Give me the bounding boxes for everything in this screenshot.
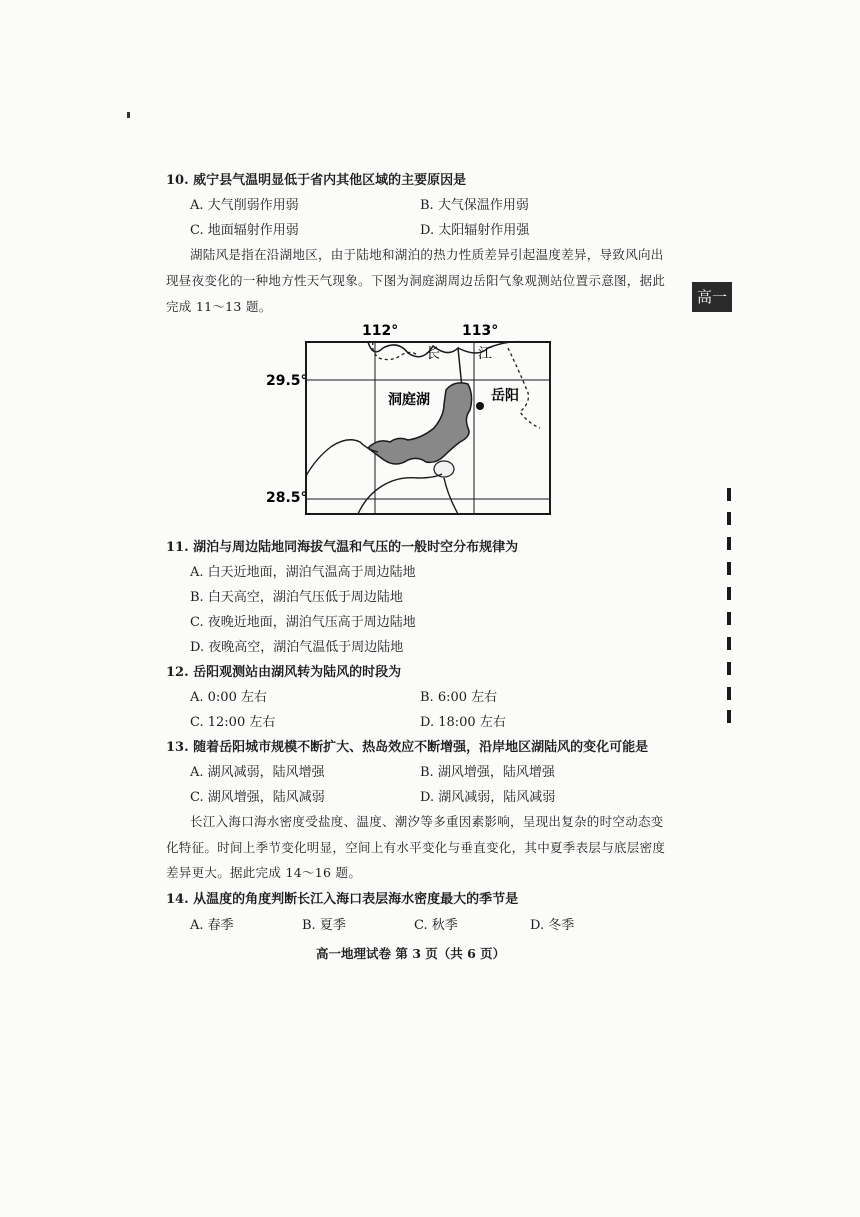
q13-option-a[interactable]: A. 湖风减弱，陆风增强 [190, 765, 325, 780]
q14-option-d[interactable]: D. 冬季 [530, 918, 575, 933]
intro-paragraph-line: 完成 11～13 题。 [166, 299, 272, 314]
q14-option-c[interactable]: C. 秋季 [414, 918, 458, 933]
q12-option-d[interactable]: D. 18:00 左右 [420, 715, 506, 730]
question-12-stem: 12. 岳阳观测站由湖风转为陆风的时段为 [166, 665, 402, 680]
binding-mark [727, 537, 731, 550]
binding-mark [727, 512, 731, 525]
intro-paragraph-line: 现昼夜变化的一种地方性天气现象。下图为洞庭湖周边岳阳气象观测站位置示意图，据此 [166, 273, 666, 288]
q12-option-b[interactable]: B. 6:00 左右 [420, 690, 498, 705]
river-west [306, 440, 378, 476]
question-13-stem: 13. 随着岳阳城市规模不断扩大、热岛效应不断增强，沿岸地区湖陆风的变化可能是 [166, 740, 649, 755]
binding-mark [727, 587, 731, 600]
question-10-stem: 10. 威宁县气温明显低于省内其他区域的主要原因是 [166, 173, 467, 188]
binding-mark [727, 637, 731, 650]
q11-option-d[interactable]: D. 夜晚高空，湖泊气温低于周边陆地 [190, 640, 404, 655]
river-xiang [444, 478, 458, 514]
binding-mark [727, 687, 731, 700]
binding-mark [727, 710, 731, 723]
scan-speck [127, 112, 130, 118]
lon-112-label: 112° [362, 323, 399, 339]
binding-mark [727, 662, 731, 675]
intro-paragraph-line: 长江入海口海水密度受盐度、温度、潮汐等多重因素影响，呈现出复杂的时空动态变 [190, 814, 664, 829]
q10-option-d[interactable]: D. 太阳辐射作用强 [420, 223, 530, 238]
intro-paragraph-line: 差异更大。据此完成 14～16 题。 [166, 865, 362, 880]
yangtze-river [368, 342, 526, 388]
river-char-jiang: 江 [478, 346, 492, 362]
q13-option-c[interactable]: C. 湖风增强，陆风减弱 [190, 790, 325, 805]
lake-label: 洞庭湖 [388, 392, 430, 408]
q10-option-a[interactable]: A. 大气削弱作用弱 [190, 198, 299, 213]
city-label: 岳阳 [491, 388, 519, 404]
small-lake [434, 461, 454, 477]
q10-option-c[interactable]: C. 地面辐射作用弱 [190, 223, 299, 238]
river-char-chang: 长 [426, 346, 440, 362]
q12-option-c[interactable]: C. 12:00 左右 [190, 715, 276, 730]
intro-paragraph-line: 湖陆风是指在沿湖地区，由于陆地和湖泊的热力性质差异引起温度差异，导致风向出 [190, 247, 664, 262]
q14-option-b[interactable]: B. 夏季 [302, 918, 346, 933]
lat-28-5-label: 28.5° [266, 490, 308, 506]
q11-option-a[interactable]: A. 白天近地面，湖泊气温高于周边陆地 [190, 565, 416, 580]
q11-option-b[interactable]: B. 白天高空，湖泊气压低于周边陆地 [190, 590, 403, 605]
river-south [358, 474, 442, 514]
q10-option-b[interactable]: B. 大气保温作用弱 [420, 198, 529, 213]
q12-option-a[interactable]: A. 0:00 左右 [190, 690, 267, 705]
intro-paragraph-line: 化特征。时间上季节变化明显，空间上有水平变化与垂直变化，其中夏季表层与底层密度 [166, 840, 666, 855]
lon-113-label: 113° [462, 323, 499, 339]
page-footer: 高一地理试卷 第 3 页（共 6 页） [316, 946, 506, 961]
dongting-lake-map [258, 318, 558, 518]
q13-option-d[interactable]: D. 湖风减弱，陆风减弱 [420, 790, 556, 805]
binding-mark [727, 488, 731, 501]
binding-mark [727, 562, 731, 575]
binding-mark [727, 612, 731, 625]
yueyang-station [476, 402, 484, 410]
q11-option-c[interactable]: C. 夜晚近地面，湖泊气压高于周边陆地 [190, 615, 416, 630]
lat-29-5-label: 29.5° [266, 373, 308, 389]
map-frame [306, 342, 550, 514]
question-11-stem: 11. 湖泊与周边陆地同海拔气温和气压的一般时空分布规律为 [166, 540, 519, 555]
question-14-stem: 14. 从温度的角度判断长江入海口表层海水密度最大的季节是 [166, 892, 519, 907]
q14-option-a[interactable]: A. 春季 [190, 918, 234, 933]
q13-option-b[interactable]: B. 湖风增强，陆风增强 [420, 765, 555, 780]
grade-side-tab: 高一 [692, 282, 732, 312]
